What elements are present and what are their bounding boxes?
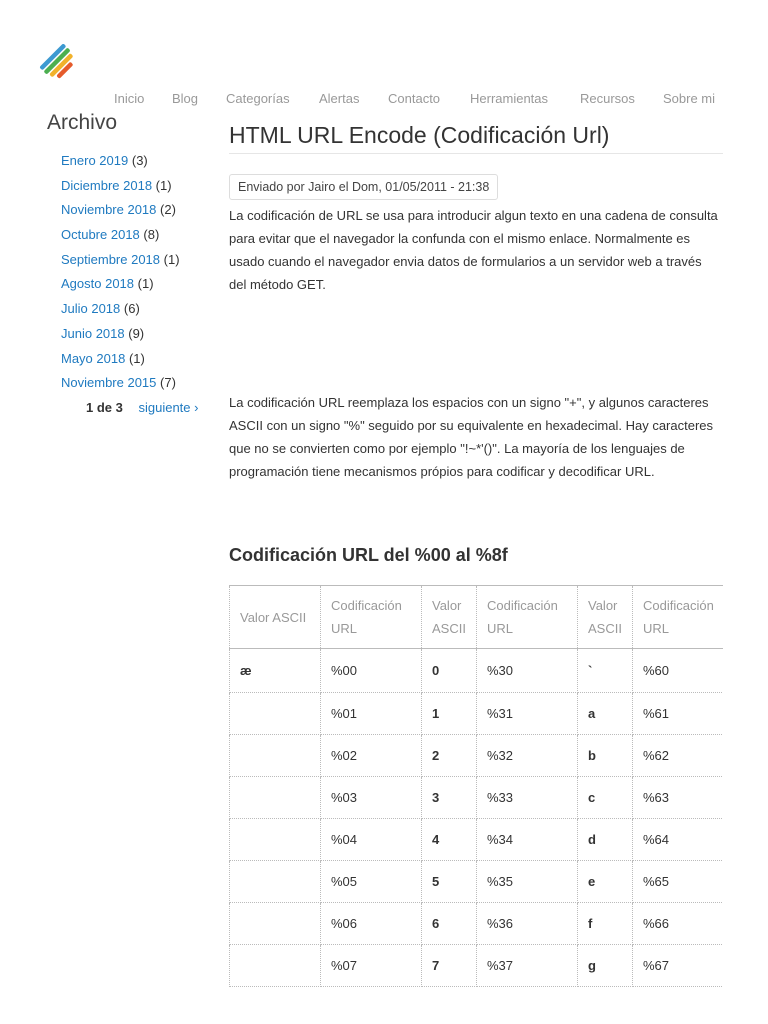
ascii-value-cell: 5 — [422, 861, 477, 903]
nav-item-herramientas[interactable]: Herramientas — [470, 91, 549, 106]
archive-count: (7) — [160, 375, 176, 391]
archive-count: (8) — [143, 227, 160, 243]
url-encoding-cell: %31 — [477, 693, 578, 735]
url-encoding-cell: %60 — [633, 649, 724, 693]
archive-link[interactable]: Enero 2019 — [61, 153, 129, 168]
article-paragraph: La codificación de URL se usa para introducir algun texto en una cadena de consulta para evitar que el navegador la confunda con el mismo enlace. Normalmente es usado cuando el navegador envia datos de formularios a un servidor web a través del método GET. — [229, 208, 718, 292]
nav-item-blog[interactable]: Blog — [172, 91, 199, 106]
article-body — [229, 120, 723, 1024]
ascii-value-cell — [230, 777, 321, 819]
ascii-value-cell: 7 — [422, 945, 477, 987]
ascii-value-cell — [230, 945, 321, 987]
ascii-value-cell: 1 — [422, 693, 477, 735]
archive-count: (6) — [123, 301, 140, 317]
site-logo[interactable] — [38, 44, 80, 82]
main-nav — [114, 91, 768, 109]
url-encoding-cell: %64 — [633, 819, 724, 861]
url-encoding-cell: %06 — [321, 903, 422, 945]
archive-item — [61, 350, 180, 375]
url-encoding-cell: %32 — [477, 735, 578, 777]
table-row — [230, 693, 724, 735]
url-encoding-cell: %33 — [477, 777, 578, 819]
ascii-value-cell: 3 — [422, 777, 477, 819]
column-header: Valor ASCII — [578, 586, 633, 649]
url-encoding-cell: %30 — [477, 649, 578, 693]
nav-item-inicio[interactable]: Inicio — [114, 91, 145, 106]
ascii-value-cell — [230, 861, 321, 903]
url-encoding-cell: %35 — [477, 861, 578, 903]
archive-link[interactable]: Agosto 2018 — [61, 276, 135, 292]
archive-link[interactable]: Mayo 2018 — [61, 350, 126, 366]
archive-item — [61, 226, 180, 251]
archive-count: (9) — [128, 325, 145, 341]
table-row — [230, 861, 724, 903]
ascii-value-cell: 6 — [422, 903, 477, 945]
column-header: Valor ASCII — [422, 586, 477, 649]
url-encoding-cell: %07 — [321, 945, 422, 987]
url-encoding-cell: %62 — [633, 735, 724, 777]
table-row — [230, 903, 724, 945]
url-encoding-table — [229, 585, 723, 987]
archive-count: (2) — [160, 202, 176, 218]
table-header-row — [230, 586, 724, 649]
nav-item-alertas[interactable]: Alertas — [319, 91, 360, 106]
pager-current: 1 de 3 — [86, 400, 123, 415]
archive-item — [61, 152, 180, 177]
archive-link[interactable]: Septiembre 2018 — [61, 251, 161, 267]
ascii-value-cell: b — [578, 735, 633, 777]
table-row — [230, 945, 724, 987]
ascii-value-cell — [230, 819, 321, 861]
column-header: Codificación URL — [321, 586, 422, 649]
nav-item-sobre-mi[interactable]: Sobre mi — [663, 91, 716, 106]
archive-link[interactable]: Noviembre 2015 — [61, 375, 157, 391]
ascii-value-cell: d — [578, 819, 633, 861]
table-row — [230, 819, 724, 861]
archive-item — [61, 300, 180, 325]
url-encoding-cell: %34 — [477, 819, 578, 861]
section-heading: Codificación URL del %00 al %8f — [229, 545, 508, 565]
ascii-value-cell — [230, 693, 321, 735]
ascii-value-cell: g — [578, 945, 633, 987]
archive-item — [61, 374, 180, 399]
archive-pager — [86, 400, 198, 415]
ascii-value-cell: e — [578, 861, 633, 903]
ascii-value-cell: c — [578, 777, 633, 819]
ascii-value-cell: a — [578, 693, 633, 735]
archive-count: (1) — [155, 177, 172, 193]
archive-list — [61, 152, 180, 399]
archive-item — [61, 325, 180, 350]
archive-count: (3) — [131, 153, 148, 168]
nav-item-contacto[interactable]: Contacto — [388, 91, 441, 106]
ascii-value-cell: æ — [230, 649, 321, 693]
pager-next-link[interactable]: siguiente › — [138, 400, 199, 415]
url-encoding-cell: %05 — [321, 861, 422, 903]
url-encoding-cell: %66 — [633, 903, 724, 945]
archive-item — [61, 177, 180, 202]
column-header: Codificación URL — [477, 586, 578, 649]
archive-count: (1) — [137, 276, 154, 292]
ascii-value-cell: 0 — [422, 649, 477, 693]
sidebar-title-text: Archivo — [47, 112, 118, 134]
url-encoding-cell: %00 — [321, 649, 422, 693]
url-encoding-cell: %65 — [633, 861, 724, 903]
archive-link[interactable]: Junio 2018 — [61, 325, 125, 341]
ascii-value-cell: 4 — [422, 819, 477, 861]
column-header: Valor ASCII — [230, 586, 321, 649]
url-encoding-cell: %03 — [321, 777, 422, 819]
nav-item-recursos[interactable]: Recursos — [580, 91, 635, 106]
table-row — [230, 777, 724, 819]
archive-item — [61, 275, 180, 300]
table-row — [230, 649, 724, 693]
url-encoding-cell: %04 — [321, 819, 422, 861]
column-header: Codificación URL — [633, 586, 724, 649]
url-encoding-cell: %36 — [477, 903, 578, 945]
url-encoding-cell: %61 — [633, 693, 724, 735]
table-body — [230, 649, 724, 987]
url-encoding-cell: %37 — [477, 945, 578, 987]
article-paragraph: La codificación URL reemplaza los espacios con un signo "+", y algunos caracteres ASCII con un signo "%" seguido por su equivalente en hexadecimal. Hay caracteres que no se convierten como por ejemplo "!~*'()". La mayoría de los lenguajes de programación tiene mecanismos própios para codificar y decodificar URL. — [229, 395, 714, 479]
nav-item-categorias[interactable]: Categorías — [226, 91, 290, 106]
archive-link[interactable]: Julio 2018 — [61, 301, 121, 317]
sidebar-title — [47, 112, 117, 136]
url-encoding-cell: %63 — [633, 777, 724, 819]
url-encoding-cell: %67 — [633, 945, 724, 987]
ascii-value-cell: ` — [578, 649, 633, 693]
table-row — [230, 735, 724, 777]
ascii-value-cell — [230, 903, 321, 945]
ascii-value-cell: 2 — [422, 735, 477, 777]
ascii-value-cell — [230, 735, 321, 777]
archive-item — [61, 201, 180, 226]
url-encoding-cell: %01 — [321, 693, 422, 735]
archive-link[interactable]: Octubre 2018 — [61, 227, 140, 243]
ascii-value-cell: f — [578, 903, 633, 945]
archive-item — [61, 251, 180, 276]
archive-count: (1) — [128, 350, 145, 366]
page-title: HTML URL Encode (Codificación Url) — [229, 120, 723, 154]
submitted-info: Enviado por Jairo el Dom, 01/05/2011 - 21:38 — [229, 174, 498, 200]
archive-count: (1) — [163, 251, 180, 267]
url-encoding-cell: %02 — [321, 735, 422, 777]
archive-link[interactable]: Diciembre 2018 — [61, 177, 153, 193]
archive-link[interactable]: Noviembre 2018 — [61, 202, 157, 218]
